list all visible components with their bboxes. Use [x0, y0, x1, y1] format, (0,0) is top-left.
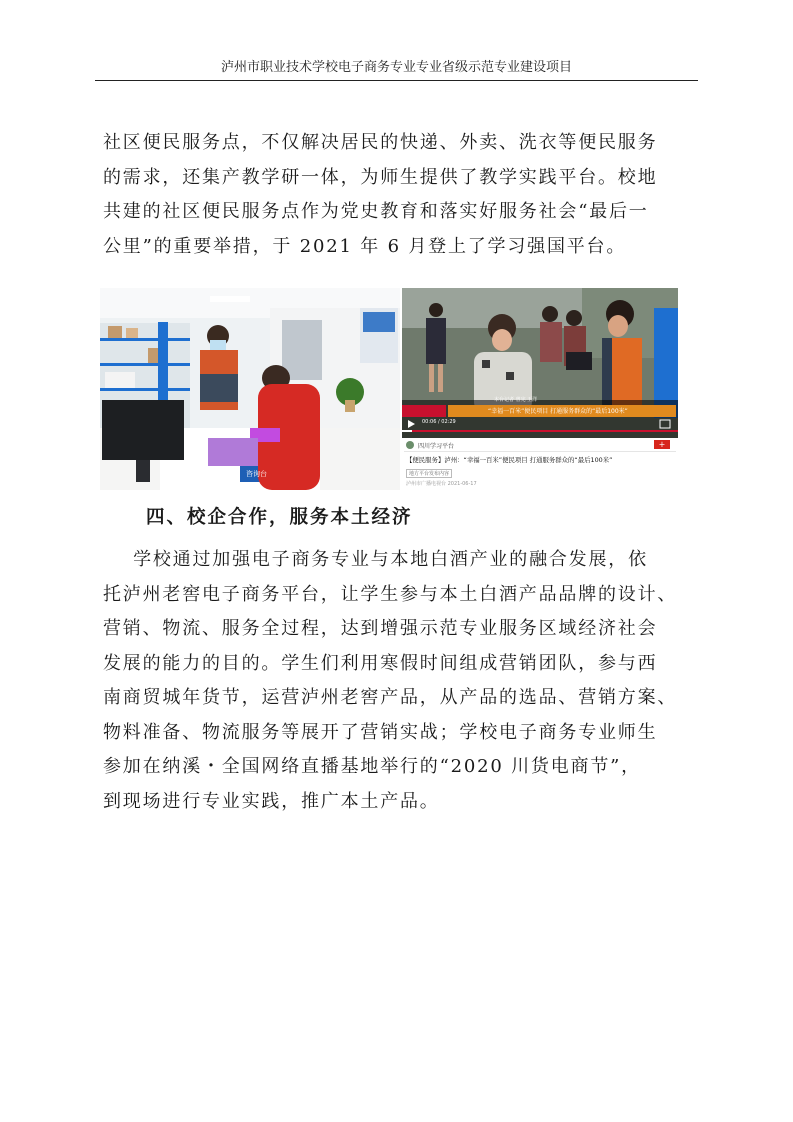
paragraph-school-enterprise — [103, 543, 703, 819]
video-banner: “幸福一百米”便民项目 打通服务群众的“最后100米” — [488, 408, 628, 415]
channel-avatar — [406, 441, 414, 449]
text-line: 托泸州老窖电子商务平台，让学生参与本土白酒产品品牌的设计、 — [103, 583, 678, 605]
photo-news-screenshot — [402, 288, 678, 490]
plus-icon[interactable]: + — [654, 440, 670, 449]
text-line: 营销、物流、服务全过程，达到增强示范专业服务区域经济社会 — [103, 618, 658, 639]
text-line: 的需求，还集产教学研一体，为师生提供了教学实践平台。校地 — [103, 166, 658, 188]
text-line: 社区便民服务点，不仅解决居民的快递、外卖、洗衣等便民服务 — [103, 132, 658, 153]
paragraph-community-service — [103, 126, 703, 264]
text-line: 发展的能力的目的。学生们利用寒假时间组成营销团队，参与西 — [103, 652, 658, 674]
text-line: 到现场进行专业实践，推广本土产品。 — [103, 790, 440, 812]
photo-service-counter — [100, 288, 400, 490]
text-line: 学校通过加强电子商务专业与本地白酒产业的融合发展，依 — [103, 549, 648, 570]
text-line: 南商贸城年货节，运营泸州老窖产品，从产品的选品、营销方案、 — [103, 687, 678, 708]
video-frame — [402, 288, 678, 438]
channel-row — [404, 439, 676, 452]
page-header — [95, 58, 698, 81]
article-title[interactable]: 【便民服务】泸州：“幸福一百米”便民项目 打通服务群众的“最后100米” — [406, 456, 613, 464]
text-line: 共建的社区便民服务点作为党史教育和落实好服务社会“最后一 — [103, 201, 649, 222]
header-title: 泸州市职业技术学校电子商务专业专业省级示范专业建设项目 — [220, 60, 572, 75]
source-tag: 地方平台发布内容 — [406, 469, 452, 478]
service-counter-illustration — [100, 288, 400, 490]
text-line: 公里”的重要举措，于 2021 年 6 月登上了学习强国平台。 — [103, 235, 627, 257]
section-heading: 四、校企合作，服务本土经济 — [146, 507, 413, 528]
text-line: 物料准备、物流服务等展开了营销实战；学校电子商务专业师生 — [103, 721, 658, 743]
counter-sign: 咨询台 — [246, 470, 267, 478]
channel-name: 四川学习平台 — [418, 443, 455, 450]
video-caption-tag: 本台记者 曾宪 王洋 — [494, 397, 538, 403]
video-time: 00:06 / 02:29 — [422, 419, 456, 425]
text-line: 参加在纳溪・全国网络直播基地举行的“2020 川货电商节”， — [103, 756, 641, 777]
article-meta: 泸州市广播电视台 2021-06-17 — [406, 481, 477, 487]
